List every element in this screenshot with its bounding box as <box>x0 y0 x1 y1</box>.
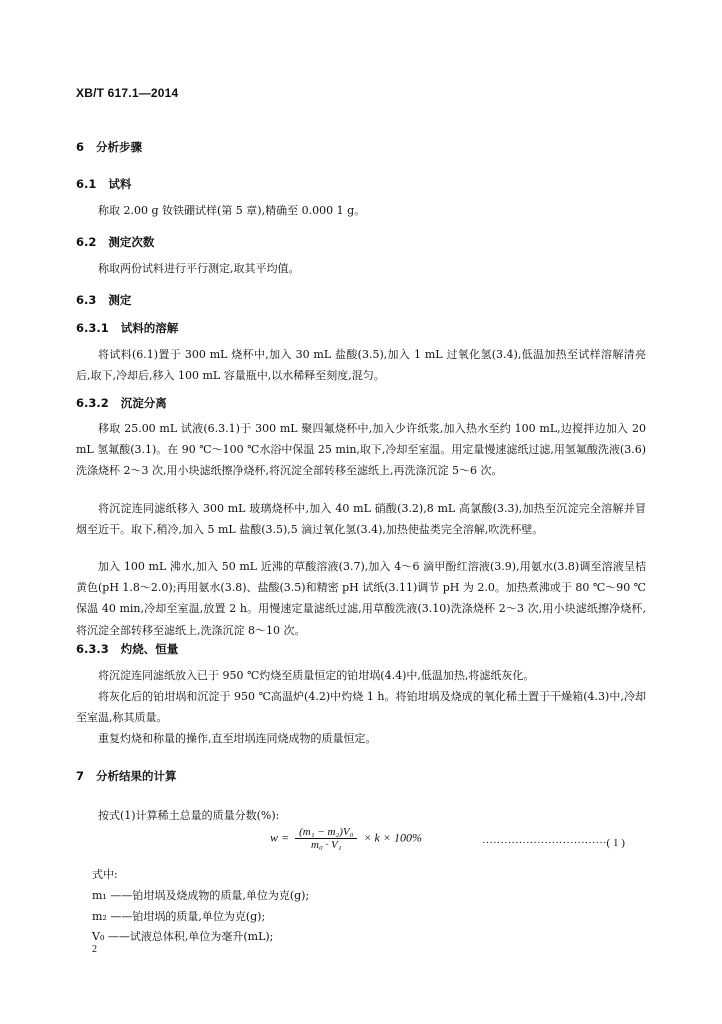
section-6-1-heading <box>76 176 131 192</box>
paragraph: 加入 100 mL 沸水,加入 50 mL 近沸的草酸溶液(3.7),加入 4～6 滴甲酚红溶液(3.9),用氨水(3.8)调至溶液呈桔黄色(pH 1.8～2.0);再用氨水(3.8)、盐酸(3.5)和精密 pH 试纸(3.11)调节 pH 为 2.0。加热煮沸或于 80 ℃～90 ℃保温 40 min,冷却至室温,放置 2 h。用慢速定量滤纸过滤,用草酸洗液(3.10)洗涤烧杯 2～3 次,用小块滤纸擦净烧杯,将沉淀全部转移至滤纸上,洗涤沉淀 8～10 次。 <box>76 560 646 637</box>
section-number: 6.3.3 <box>76 642 109 656</box>
section-6-3-2-heading <box>76 395 167 411</box>
section-6-2-heading <box>76 234 154 250</box>
paragraph: 称取 2.00 g 钕铁硼试样(第 5 章),精确至 0.000 1 g。 <box>98 204 366 217</box>
paragraph: 称取两份试料进行平行测定,取其平均值。 <box>98 262 300 275</box>
paragraph: 重复灼烧和称量的操作,直至坩埚连同烧成物的质量恒定。 <box>98 732 377 745</box>
formula-rhs: × k × 100% <box>363 830 422 845</box>
paragraph: 将灰化后的铂坩埚和沉淀于 950 ℃高温炉(4.2)中灼烧 1 h。将铂坩埚及烧成的氧化稀土置于干燥箱(4.3)中,冷却至室温,称其质量。 <box>76 690 646 725</box>
section-6-3-3-heading <box>76 641 178 657</box>
section-title: 试料的溶解 <box>120 321 179 335</box>
formula-numerator: (m₁ − m₂)V₀ <box>295 826 357 839</box>
section-6-heading <box>76 139 142 155</box>
paragraph: 将试料(6.1)置于 300 mL 烧杯中,加入 30 mL 盐酸(3.5),加入 1 mL 过氧化氢(3.4),低温加热至试样溶解清亮后,取下,冷却后,移入 100 mL 容量瓶中,以水稀释至刻度,混匀。 <box>76 348 646 383</box>
where-label: 式中: <box>92 868 118 881</box>
variable-definition: V₀ ——试液总体积,单位为毫升(mL); <box>92 930 274 943</box>
formula-denominator: m₀ · V₁ <box>311 839 342 851</box>
section-6-3-1-heading <box>76 320 178 336</box>
section-number: 6.2 <box>76 235 97 249</box>
section-6-3-heading <box>76 292 131 308</box>
formula-fraction <box>295 826 357 851</box>
section-number: 6.1 <box>76 177 97 191</box>
equation-number-leader: ··································( 1 ) <box>482 837 625 849</box>
section-number: 6.3 <box>76 293 97 307</box>
section-number: 7 <box>76 769 85 783</box>
section-title: 灼烧、恒量 <box>120 642 179 656</box>
paragraph: 按式(1)计算稀土总量的质量分数(%): <box>98 809 280 822</box>
paragraph: 将沉淀连同滤纸移入 300 mL 玻璃烧杯中,加入 40 mL 硝酸(3.2),8 mL 高氯酸(3.3),加热至沉淀完全溶解并冒烟至近干。取下,稍冷,加入 5 mL 盐酸(3.5),5 滴过氧化氢(3.4),加热使盐类完全溶解,吹洗杯壁。 <box>76 502 646 537</box>
formula-1 <box>270 826 422 851</box>
section-title: 试料 <box>108 177 132 191</box>
section-title: 测定 <box>108 293 132 307</box>
variable-definition: m₁ ——铂坩埚及烧成物的质量,单位为克(g); <box>92 889 310 902</box>
section-number: 6 <box>76 140 85 154</box>
paragraph: 移取 25.00 mL 试液(6.3.1)于 300 mL 聚四氟烧杯中,加入少许纸浆,加入热水至约 100 mL,边搅拌边加入 20 mL 氢氟酸(3.1)。在 90 ℃～100 ℃水浴中保温 25 min,取下,冷却至室温。用定量慢速滤纸过滤,用氢氟酸洗液(3.6) 洗涤烧杯 2～3 次,用小块滤纸擦净烧杯,将沉淀全部转移至滤纸上,再洗涤沉淀 5～6 次。 <box>76 422 646 478</box>
paragraph: 将沉淀连同滤纸放入已于 950 ℃灼烧至质量恒定的铂坩埚(4.4)中,低温加热,将滤纸灰化。 <box>98 669 535 682</box>
formula-lhs: w = <box>270 830 290 845</box>
section-title: 测定次数 <box>108 235 155 249</box>
section-number: 6.3.2 <box>76 396 109 410</box>
variable-definition: m₂ ——铂坩埚的质量,单位为克(g); <box>92 910 266 923</box>
section-title: 分析步骤 <box>96 140 143 154</box>
section-title: 沉淀分离 <box>120 396 167 410</box>
section-title: 分析结果的计算 <box>96 769 177 783</box>
section-7-heading <box>76 768 177 784</box>
section-number: 6.3.1 <box>76 321 109 335</box>
standard-code: XB/T 617.1—2014 <box>76 86 179 100</box>
page-number: 2 <box>92 944 97 955</box>
